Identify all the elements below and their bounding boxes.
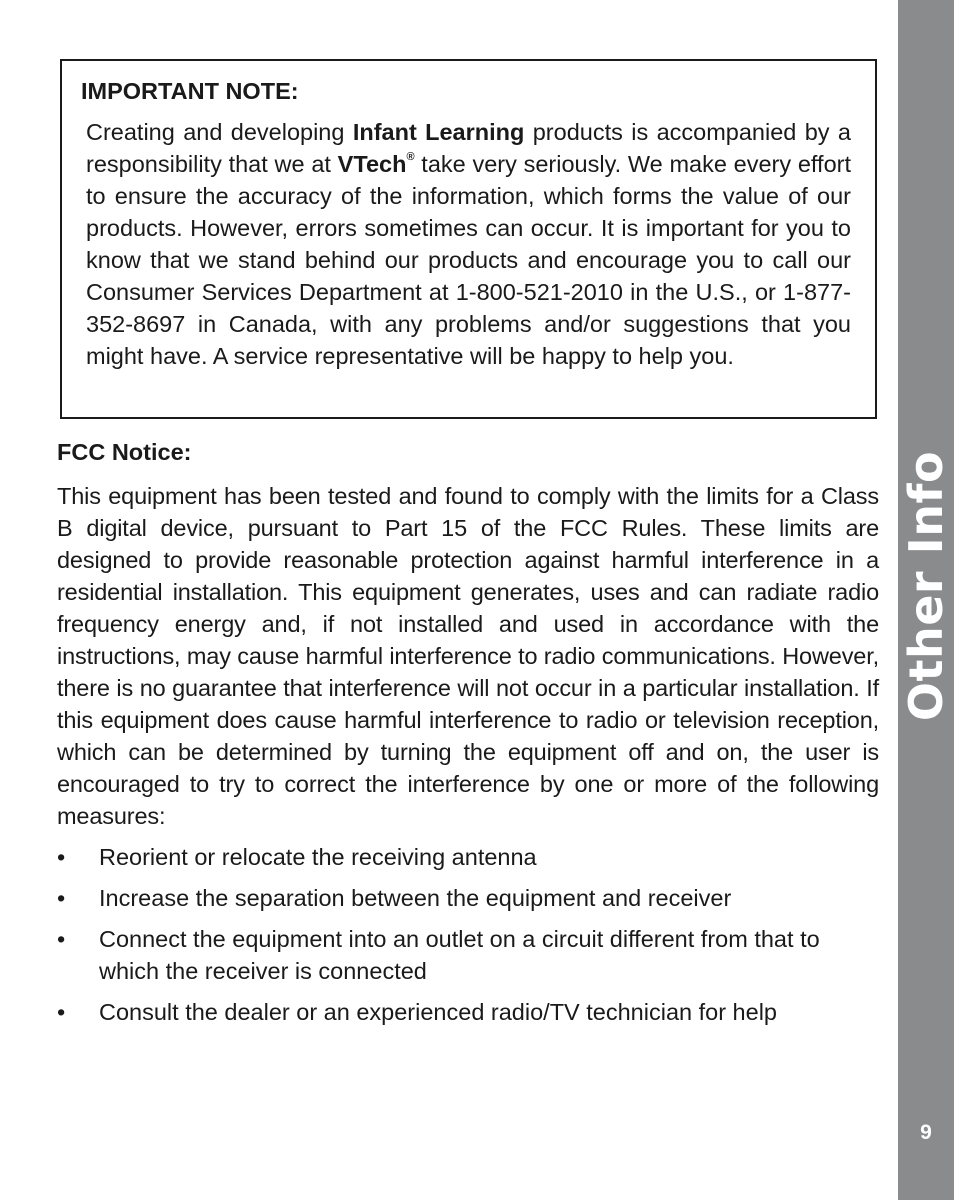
measure-text: Connect the equipment into an outlet on a circuit different from that to which the receiver is connected bbox=[99, 926, 820, 984]
page-number: 9 bbox=[920, 1121, 932, 1144]
note-brand-name: VTech bbox=[337, 151, 407, 177]
bullet-icon: • bbox=[57, 999, 66, 1025]
important-note-body bbox=[86, 116, 851, 372]
list-item bbox=[57, 841, 879, 873]
fcc-notice-body: This equipment has been tested and found to comply with the limits for a Class B digital device, pursuant to Part 15 of the FCC Rules. These limits are designed to provide reasonable protection against harmful interference in a residential installation. This equipment generates, uses and can radiate radio frequency energy and, if not installed and used in accordance with the instructions, may cause harmful interference to radio communications. However, there is no guarantee that interference will not occur in a particular installation. If this equipment does cause harmful interference to radio or television reception, which can be determined by turning the equipment off and on, the user is encouraged to try to correct the interference by one or more of the following measures: bbox=[57, 483, 879, 829]
measure-text: Consult the dealer or an experienced radio/TV technician for help bbox=[99, 999, 777, 1025]
note-product-line: Infant Learning bbox=[352, 119, 525, 145]
list-item bbox=[57, 996, 879, 1028]
registered-mark: ® bbox=[406, 151, 415, 163]
note-text-3: take very seriously. We make every effort to ensure the accuracy of the information, which forms the value of our products. However, errors sometimes can occur. It is important for you to know that we stand behind our products and encourage you to call our Consumer Services Department at 1-800-521-2010 in the U.S., or 1-877-352-8697 in Canada, with any problems and/or suggestions that you might have. A service representative will be happy to help you. bbox=[86, 151, 851, 369]
fcc-notice-title: FCC Notice: bbox=[57, 439, 192, 465]
note-text-2: products is accompanied by a responsibility that we at bbox=[86, 119, 851, 177]
measure-text: Reorient or relocate the receiving antenna bbox=[99, 844, 537, 870]
important-note-box bbox=[60, 59, 877, 419]
bullet-icon: • bbox=[57, 844, 66, 870]
list-item bbox=[57, 882, 879, 914]
bullet-icon: • bbox=[57, 926, 66, 952]
note-text-1: Creating and developing bbox=[86, 119, 353, 145]
measure-text: Increase the separation between the equipment and receiver bbox=[99, 885, 732, 911]
fcc-measures-list bbox=[57, 841, 879, 1037]
bullet-icon: • bbox=[57, 885, 66, 911]
list-item bbox=[57, 923, 879, 987]
section-tab-label: Other Info bbox=[899, 450, 953, 722]
important-note-title: IMPORTANT NOTE: bbox=[81, 78, 299, 104]
